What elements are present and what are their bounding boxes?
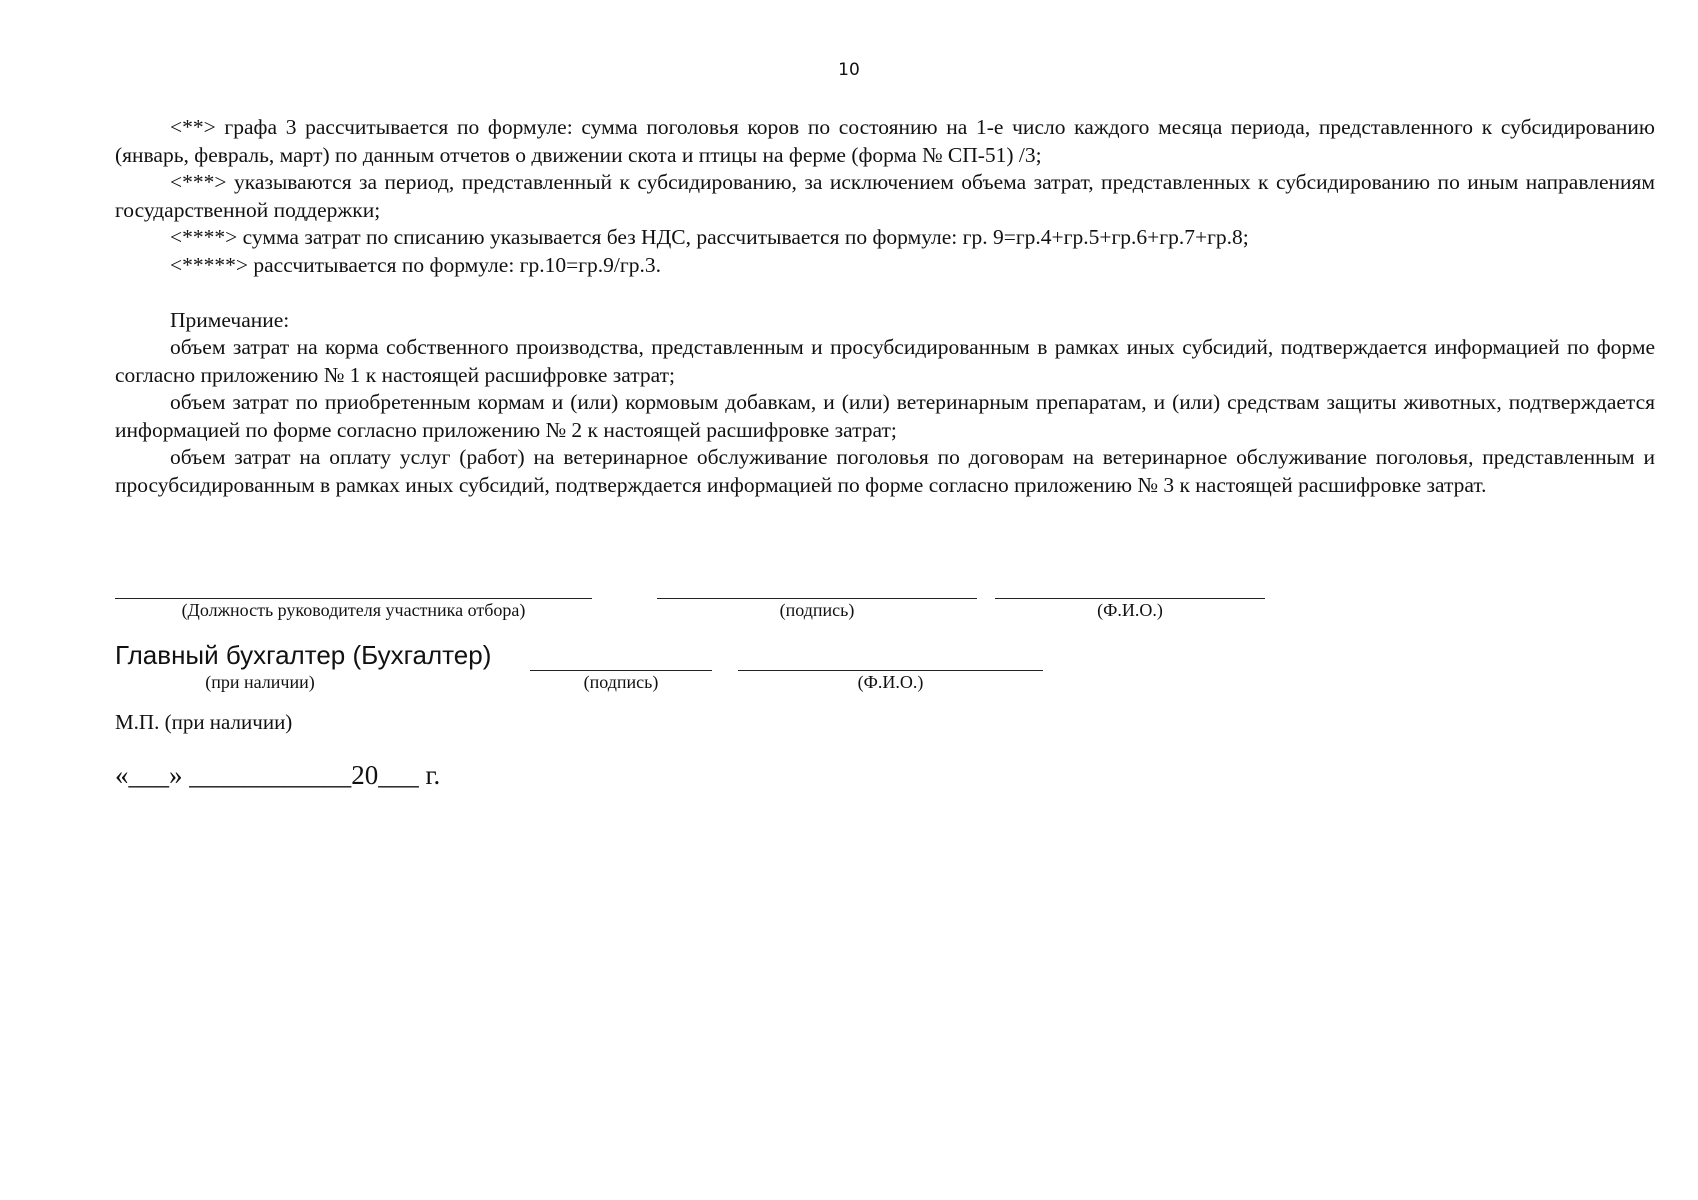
date-line: «___» ____________20___ г. xyxy=(115,760,441,790)
page-number: 10 xyxy=(838,60,860,80)
chief-accountant-label: Главный бухгалтер (Бухгалтер) xyxy=(115,640,492,670)
footnote-2: <**> графа 3 рассчитывается по формуле: сумма поголовья коров по состоянию на 1-е число каждого месяца периода, представленного к субсидированию (январь, февраль, март) по данным отчетов о движении скота и птицы на ферме (форма № СП-51) /3; xyxy=(115,115,1655,167)
head-signature-caption: (подпись) xyxy=(779,600,855,620)
chief-accountant-note: (при наличии) xyxy=(205,672,315,692)
stamp-label: М.П. (при наличии) xyxy=(115,710,293,734)
paragraph-spacer xyxy=(115,279,1655,307)
head-name-line xyxy=(995,598,1265,599)
head-signature-line xyxy=(657,598,977,599)
chief-signature-caption: (подпись) xyxy=(583,672,659,692)
chief-signature-line xyxy=(530,670,712,671)
head-position-caption: (Должность руководителя участника отбора) xyxy=(181,600,526,620)
chief-name-line xyxy=(738,670,1043,671)
head-position-line xyxy=(115,598,592,599)
note-item-3: объем затрат на оплату услуг (работ) на ветеринарное обслуживание поголовья по договорам на ветеринарное обслуживание поголовья, представленным и просубсидированным в рамках иных субсидий, подтверждается информацией по форме согласно приложению № 3 к настоящей расшифровке затрат. xyxy=(115,445,1655,497)
note-item-1: объем затрат на корма собственного производства, представленным и просубсидированным в рамках иных субсидий, подтверждается информацией по форме согласно приложению № 1 к настоящей расшифровке затрат; xyxy=(115,335,1655,387)
footnote-4: <****> сумма затрат по списанию указывается без НДС, рассчитывается по формуле: гр. 9=гр.4+гр.5+гр.6+гр.7+гр.8; xyxy=(170,225,1249,249)
footnote-5: <*****> рассчитывается по формуле: гр.10=гр.9/гр.3. xyxy=(170,252,661,277)
chief-name-caption: (Ф.И.О.) xyxy=(857,672,924,692)
footnotes-and-notes xyxy=(115,114,1655,499)
head-name-caption: (Ф.И.О.) xyxy=(1097,600,1163,620)
footnote-3: <***> указываются за период, представленный к субсидированию, за исключением объема затрат, представленных к субсидированию по иным направлениям государственной поддержки; xyxy=(115,170,1655,222)
note-heading: Примечание: xyxy=(170,307,290,332)
note-item-2: объем затрат по приобретенным кормам и (или) кормовым добавкам, и (или) ветеринарным препаратам, и (или) средствам защиты животных, подтверждается информацией по форме согласно приложению № 2 к настоящей расшифровке затрат; xyxy=(115,390,1655,442)
